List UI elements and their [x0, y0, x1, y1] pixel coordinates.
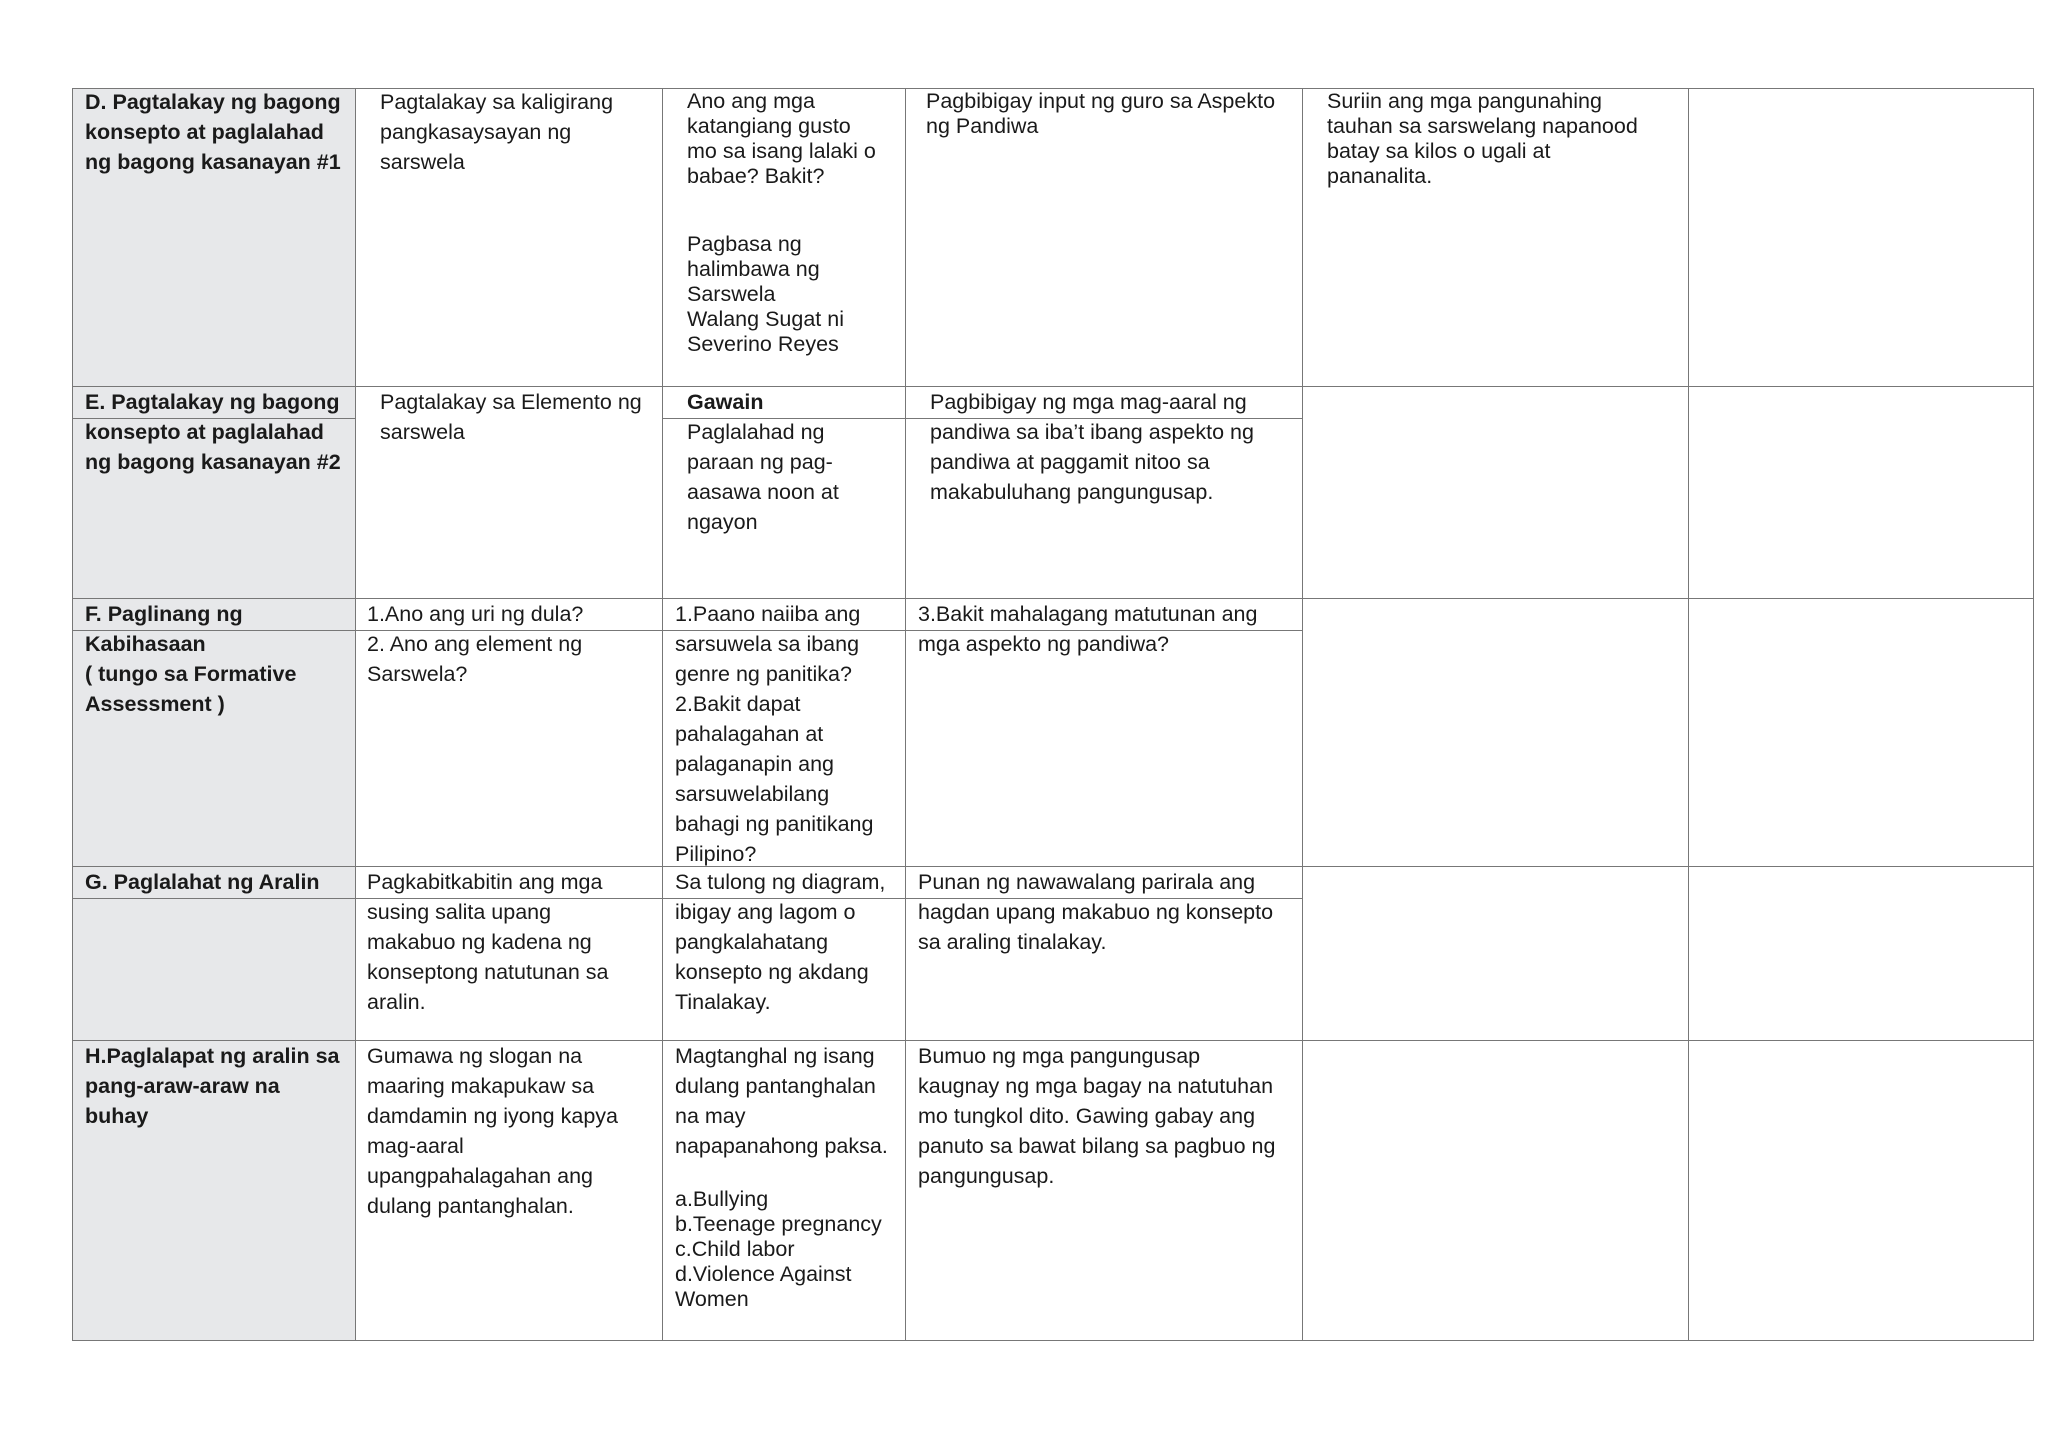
row-f-cell-1: 1.Ano ang uri ng dula? 2. Ano ang element ng Sarswela? — [367, 602, 584, 686]
row-g-cell-1: Pagkabitkabitin ang mga susing salita upang makabuo ng kadena ng konseptong natutunan sa aralin. — [367, 870, 609, 1014]
row-f-cell-3: 3.Bakit mahalagang matutunan ang mga aspekto ng pandiwa? — [918, 602, 1258, 656]
row-g-cell-2: Sa tulong ng diagram, ibigay ang lagom o pangkalahatang konsepto ng akdang Tinalakay. — [675, 870, 886, 1014]
column-border — [662, 88, 663, 1340]
column-border — [355, 88, 356, 1340]
row-d-cell-2-reading: Pagbasa ng halimbawa ng Sarswela Walang Sugat ni Severino Reyes — [687, 232, 844, 356]
row-e-cell-1: Pagtalakay sa Elemento ng sarswela — [380, 390, 642, 444]
row-f-label: F. Paglinang ng Kabihasaan ( tungo sa Formative Assessment ) — [85, 602, 297, 716]
row-h-cell-2-topics: a.Bullying b.Teenage pregnancy c.Child labor d.Violence Against Women — [675, 1187, 882, 1311]
row-e-cell-2-title: Gawain — [687, 390, 764, 414]
row-e-label: E. Pagtalakay ng bagong konsepto at paglalahad ng bagong kasanayan #2 — [85, 390, 341, 474]
row-h-label: H.Paglalapat ng aralin sa pang-araw-araw na buhay — [85, 1044, 340, 1128]
row-g-cell-3: Punan ng nawawalang parirala ang hagdan upang makabuo ng konsepto sa araling tinalakay. — [918, 870, 1274, 954]
row-d-label: D. Pagtalakay ng bagong konsepto at paglalahad ng bagong kasanayan #1 — [85, 90, 341, 174]
row-h-cell-3: Bumuo ng mga pangungusap kaugnay ng mga bagay na natutuhan mo tungkol dito. Gawing gabay ang panuto sa bawat bilang sa pagbuo ng pangungusap. — [918, 1044, 1276, 1188]
row-h-cell-1: Gumawa ng slogan na maaring makapukaw sa damdamin ng iyong kapya mag-aaral upangpahalagahan ang dulang pantanghalan. — [367, 1044, 618, 1218]
row-d-cell-4: Suriin ang mga pangunahing tauhan sa sarswelang napanood batay sa kilos o ugali at pananalita. — [1327, 89, 1638, 188]
row-g-label: G. Paglalahat ng Aralin — [85, 870, 320, 894]
row-d-cell-3: Pagbibigay input ng guro sa Aspekto ng Pandiwa — [926, 89, 1276, 138]
row-e-cell-2: Paglalahad ng paraan ng pag- aasawa noon at ngayon — [687, 420, 839, 534]
column-border — [1302, 88, 1303, 1340]
column-border — [905, 88, 906, 1340]
row-h-cell-2-task: Magtanghal ng isang dulang pantanghalan na may napapanahong paksa. — [675, 1044, 888, 1158]
column-border — [1688, 88, 1689, 1340]
row-d-cell-1: Pagtalakay sa kaligirang pangkasaysayan ng sarswela — [380, 90, 614, 174]
row-f-cell-2: 1.Paano naiiba ang sarsuwela sa ibang genre ng panitika? 2.Bakit dapat pahalagahan at palaganapin ang sarsuwelabilang bahagi ng panitikang Pilipino? — [675, 602, 874, 866]
row-d-cell-2-question: Ano ang mga katangiang gusto mo sa isang lalaki o babae? Bakit? — [687, 89, 876, 188]
column-border — [72, 88, 73, 1340]
row-e-cell-3: Pagbibigay ng mga mag-aaral ng pandiwa sa iba’t ibang aspekto ng pandiwa at paggamit nitoo sa makabuluhang pangungusap. — [930, 390, 1254, 504]
